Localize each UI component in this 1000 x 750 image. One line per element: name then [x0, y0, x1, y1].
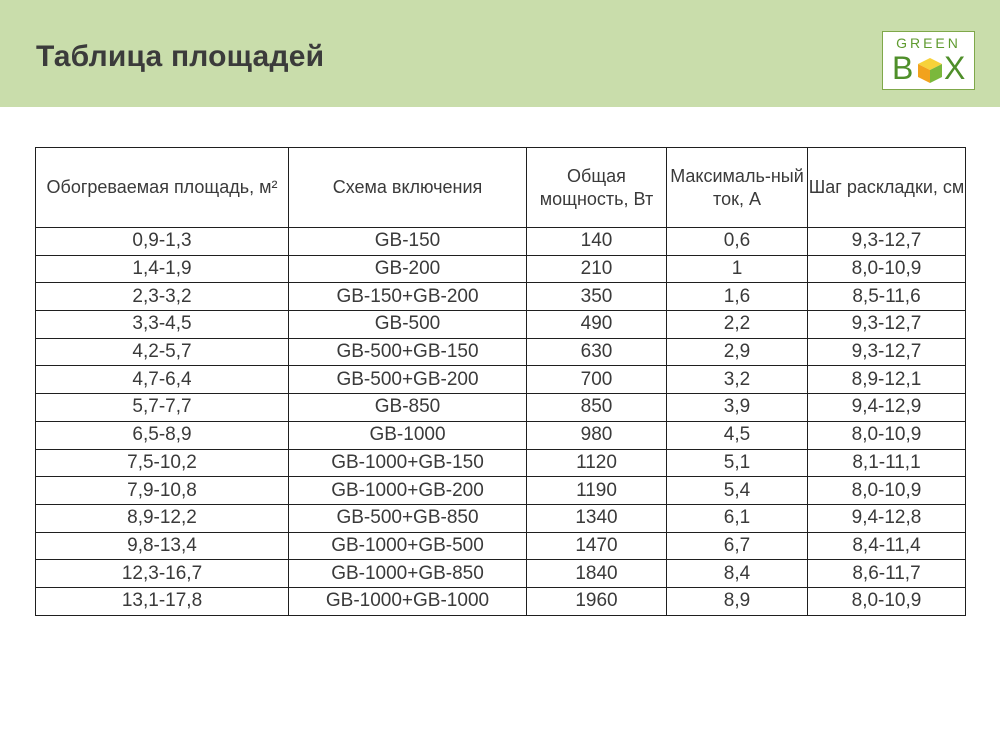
- page-title: Таблица площадей: [36, 40, 325, 73]
- cell-current: 3,2: [667, 366, 808, 394]
- cell-scheme: GB-150: [289, 228, 527, 256]
- cell-current: 1: [667, 255, 808, 283]
- table-row: [36, 421, 966, 449]
- cell-step: 8,9-12,1: [808, 366, 966, 394]
- cell-current: 2,9: [667, 338, 808, 366]
- cell-power: 350: [527, 283, 667, 311]
- cell-power: 980: [527, 421, 667, 449]
- cell-step: 8,1-11,1: [808, 449, 966, 477]
- col-header-current: Максималь-ный ток, А: [667, 148, 808, 228]
- cell-scheme: GB-1000+GB-850: [289, 560, 527, 588]
- cell-scheme: GB-1000+GB-150: [289, 449, 527, 477]
- cell-current: 5,1: [667, 449, 808, 477]
- cell-area: 7,5-10,2: [36, 449, 289, 477]
- header-band: [0, 0, 1000, 107]
- cell-step: 8,4-11,4: [808, 532, 966, 560]
- cell-area: 5,7-7,7: [36, 394, 289, 422]
- cell-power: 1960: [527, 587, 667, 615]
- table-body: [36, 228, 966, 616]
- table-row: [36, 283, 966, 311]
- table-row: [36, 311, 966, 339]
- cell-area: 4,2-5,7: [36, 338, 289, 366]
- table-row: [36, 255, 966, 283]
- cell-step: 8,0-10,9: [808, 255, 966, 283]
- table-row: [36, 587, 966, 615]
- cell-current: 2,2: [667, 311, 808, 339]
- cell-power: 210: [527, 255, 667, 283]
- cell-scheme: GB-1000+GB-1000: [289, 587, 527, 615]
- cell-power: 1470: [527, 532, 667, 560]
- table-row: [36, 228, 966, 256]
- cell-scheme: GB-200: [289, 255, 527, 283]
- table-row: [36, 504, 966, 532]
- cell-scheme: GB-1000+GB-200: [289, 477, 527, 505]
- green-box-logo: [882, 31, 975, 90]
- cell-power: 630: [527, 338, 667, 366]
- cell-power: 140: [527, 228, 667, 256]
- col-header-power: Общая мощность, Вт: [527, 148, 667, 228]
- area-table: [35, 147, 966, 616]
- table-row: [36, 394, 966, 422]
- logo-top-text: GREEN: [896, 35, 961, 51]
- cell-step: 9,3-12,7: [808, 338, 966, 366]
- table-row: [36, 477, 966, 505]
- cell-scheme: GB-1000: [289, 421, 527, 449]
- cell-current: 4,5: [667, 421, 808, 449]
- col-header-step: Шаг раскладки, см: [808, 148, 966, 228]
- cell-scheme: GB-500: [289, 311, 527, 339]
- cell-power: 490: [527, 311, 667, 339]
- cell-step: 8,0-10,9: [808, 421, 966, 449]
- cell-power: 1840: [527, 560, 667, 588]
- cell-scheme: GB-850: [289, 394, 527, 422]
- cell-power: 1190: [527, 477, 667, 505]
- cell-step: 9,3-12,7: [808, 311, 966, 339]
- cell-area: 7,9-10,8: [36, 477, 289, 505]
- cell-step: 8,5-11,6: [808, 283, 966, 311]
- cell-step: 8,0-10,9: [808, 587, 966, 615]
- cell-area: 9,8-13,4: [36, 532, 289, 560]
- cell-current: 6,1: [667, 504, 808, 532]
- col-header-scheme: Схема включения: [289, 148, 527, 228]
- cell-current: 6,7: [667, 532, 808, 560]
- cell-current: 0,6: [667, 228, 808, 256]
- table-row: [36, 449, 966, 477]
- cell-current: 8,9: [667, 587, 808, 615]
- cell-scheme: GB-500+GB-850: [289, 504, 527, 532]
- cell-step: 9,3-12,7: [808, 228, 966, 256]
- cell-area: 6,5-8,9: [36, 421, 289, 449]
- cell-step: 9,4-12,8: [808, 504, 966, 532]
- cell-area: 3,3-4,5: [36, 311, 289, 339]
- logo-letter-b: B: [892, 50, 914, 86]
- col-header-area: Обогреваемая площадь, м²: [36, 148, 289, 228]
- cube-icon: [916, 56, 944, 84]
- cell-area: 0,9-1,3: [36, 228, 289, 256]
- cell-current: 5,4: [667, 477, 808, 505]
- cell-step: 9,4-12,9: [808, 394, 966, 422]
- cell-power: 1340: [527, 504, 667, 532]
- cell-area: 2,3-3,2: [36, 283, 289, 311]
- cell-area: 1,4-1,9: [36, 255, 289, 283]
- cell-current: 3,9: [667, 394, 808, 422]
- cell-power: 1120: [527, 449, 667, 477]
- cell-step: 8,0-10,9: [808, 477, 966, 505]
- table-row: [36, 338, 966, 366]
- table-row: [36, 532, 966, 560]
- cell-area: 4,7-6,4: [36, 366, 289, 394]
- cell-step: 8,6-11,7: [808, 560, 966, 588]
- cell-power: 850: [527, 394, 667, 422]
- logo-bottom: [889, 50, 971, 84]
- table-header-row: [36, 148, 966, 228]
- cell-power: 700: [527, 366, 667, 394]
- cell-area: 12,3-16,7: [36, 560, 289, 588]
- cell-area: 8,9-12,2: [36, 504, 289, 532]
- cell-current: 8,4: [667, 560, 808, 588]
- cell-scheme: GB-150+GB-200: [289, 283, 527, 311]
- cell-current: 1,6: [667, 283, 808, 311]
- table-row: [36, 366, 966, 394]
- cell-scheme: GB-500+GB-150: [289, 338, 527, 366]
- cell-scheme: GB-1000+GB-500: [289, 532, 527, 560]
- cell-area: 13,1-17,8: [36, 587, 289, 615]
- logo-letter-x: X: [944, 50, 966, 86]
- cell-scheme: GB-500+GB-200: [289, 366, 527, 394]
- table-row: [36, 560, 966, 588]
